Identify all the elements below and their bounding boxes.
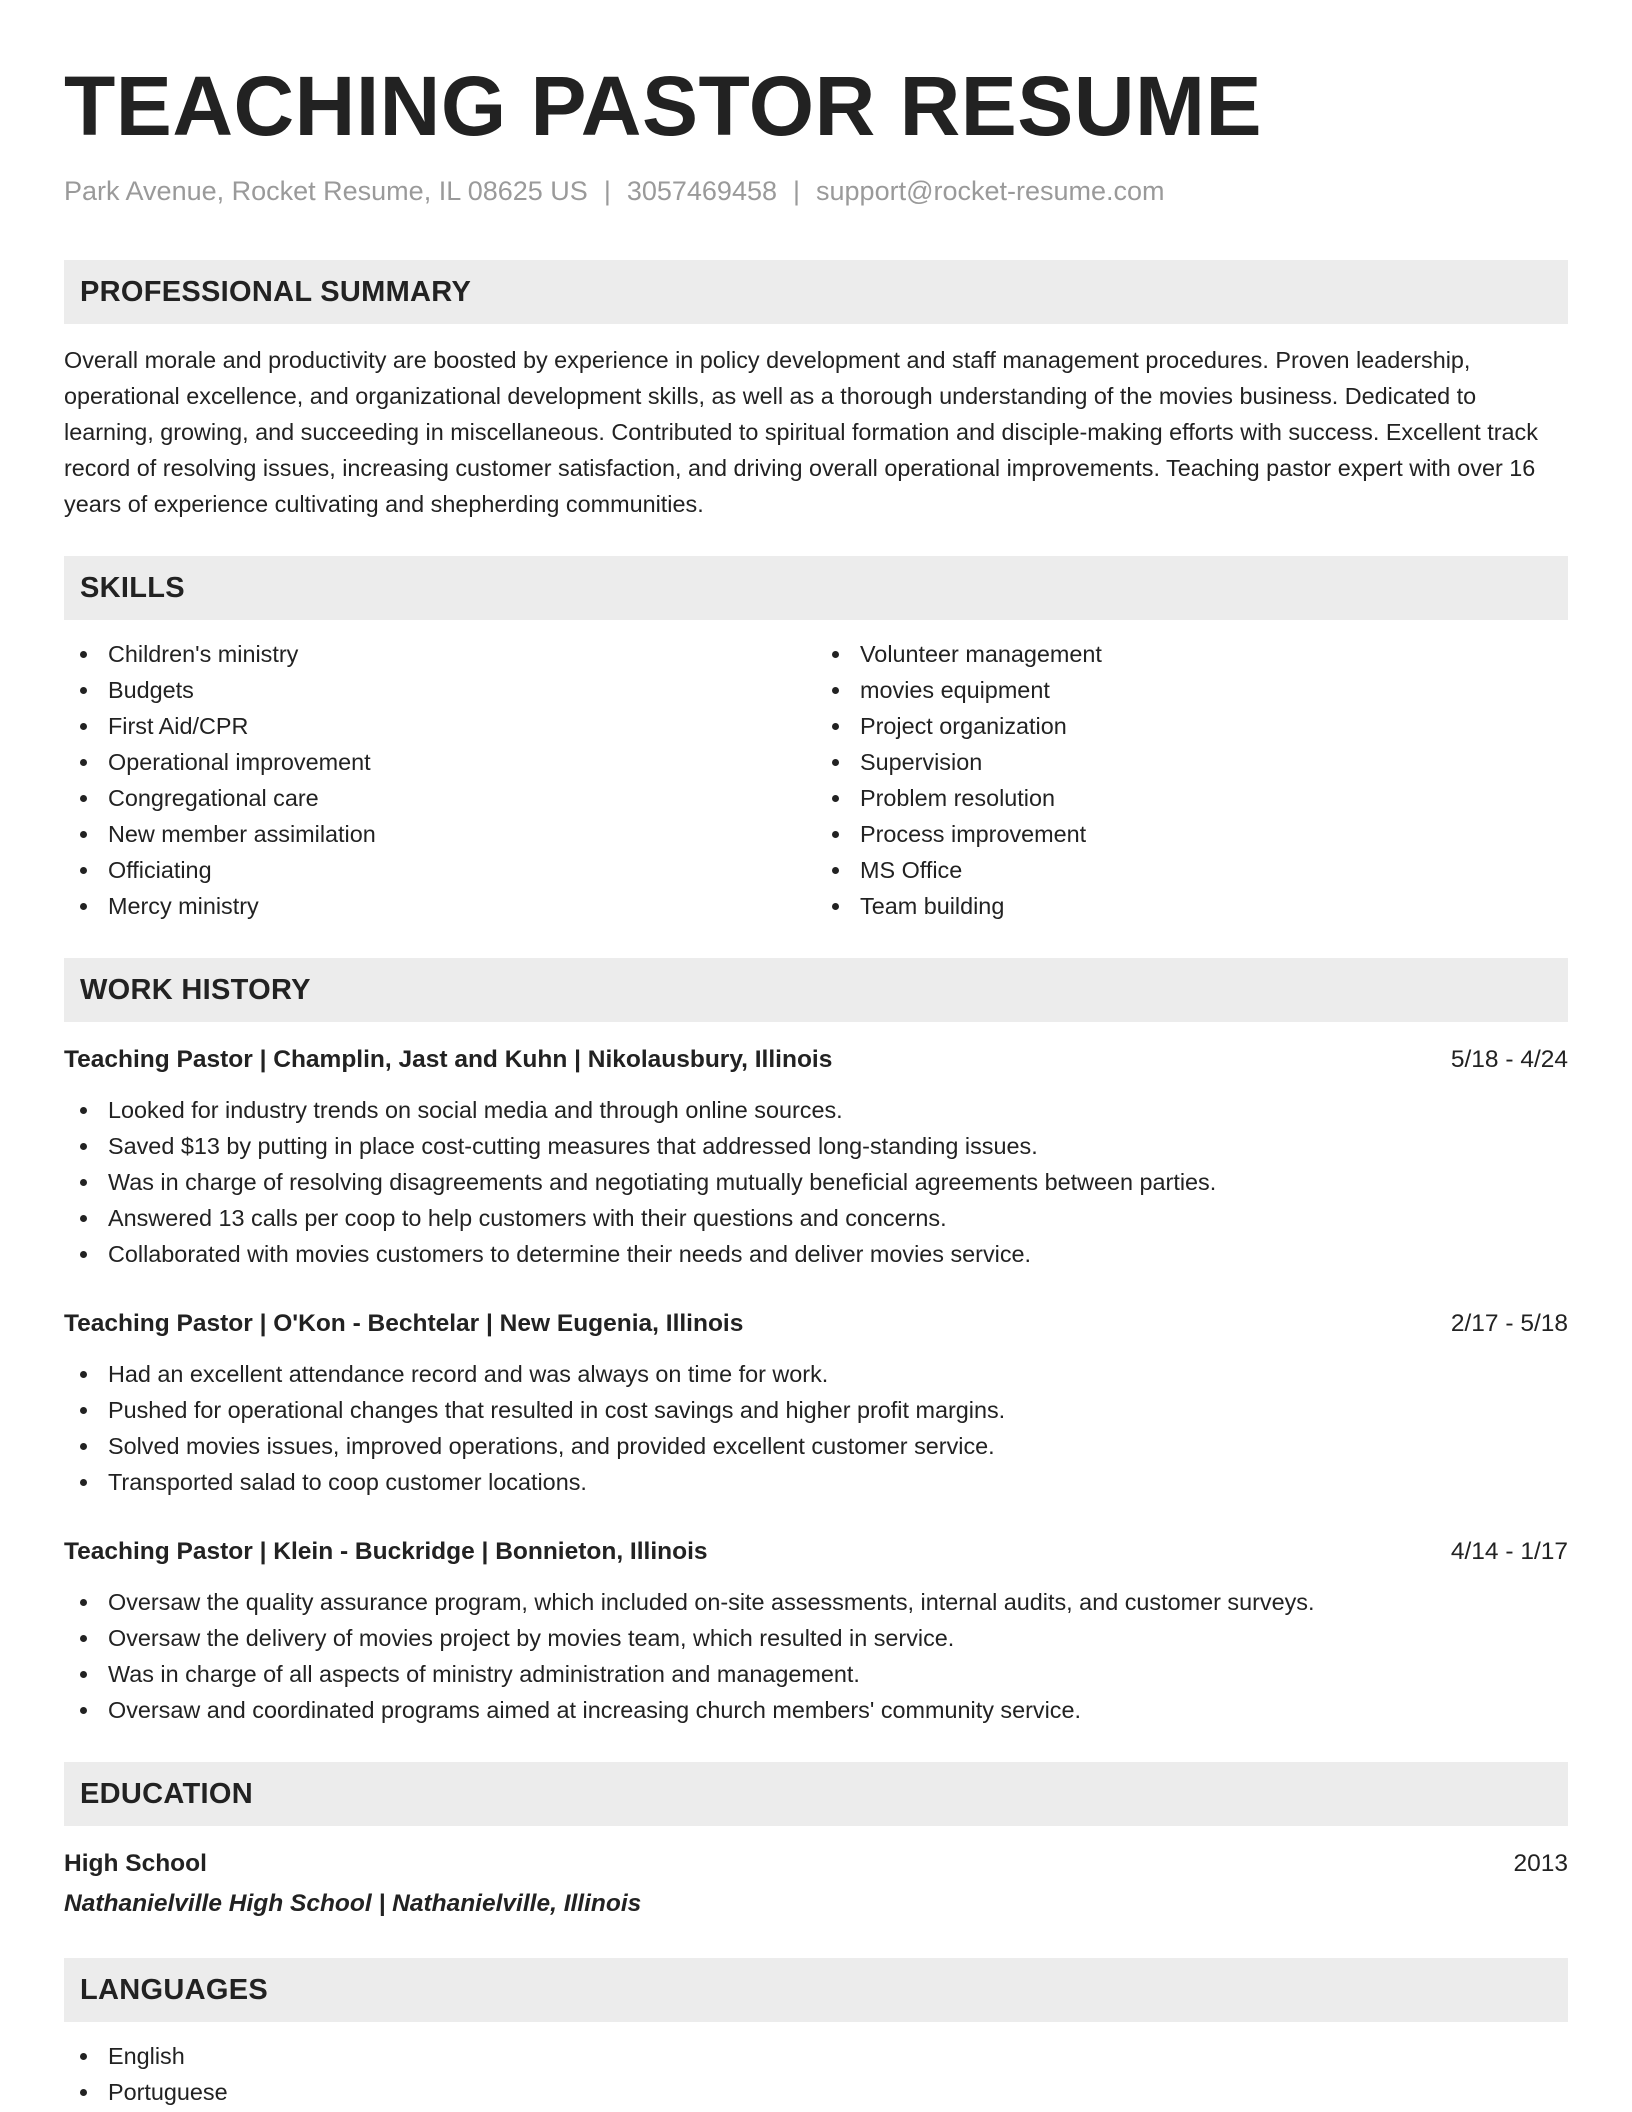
job-bullets (64, 1092, 1568, 1272)
skill-item: Process improvement (816, 816, 1568, 852)
language-item: English (64, 2038, 1568, 2074)
skill-item: Operational improvement (64, 744, 816, 780)
page-title: TEACHING PASTOR RESUME (64, 59, 1262, 153)
section-heading: PROFESSIONAL SUMMARY (80, 275, 472, 308)
skill-item: Problem resolution (816, 780, 1568, 816)
languages-list (64, 2038, 1568, 2110)
skill-item: Supervision (816, 744, 1568, 780)
job-bullet: Solved movies issues, improved operations, and provided excellent customer service. (64, 1428, 1568, 1464)
education-year: 2013 (1513, 1850, 1568, 1877)
job-bullet: Was in charge of all aspects of ministry administration and management. (64, 1656, 1568, 1692)
job-bullets (64, 1584, 1568, 1728)
job-bullet: Oversaw and coordinated programs aimed at increasing church members' community service. (64, 1692, 1568, 1728)
section-heading: EDUCATION (80, 1777, 253, 1810)
job-dates: 2/17 - 5/18 (1450, 1310, 1568, 1337)
contact-separator: | (793, 176, 801, 206)
skill-item: Officiating (64, 852, 816, 888)
section-heading: LANGUAGES (80, 1973, 268, 2006)
job-header (64, 1306, 1568, 1342)
job-entry (64, 1534, 1568, 1728)
job-entry (64, 1042, 1568, 1272)
skill-item: Team building (816, 888, 1568, 924)
section-header-education (64, 1762, 1568, 1826)
contact-address: Park Avenue, Rocket Resume, IL 08625 US (64, 176, 588, 206)
skill-item: Mercy ministry (64, 888, 816, 924)
section-heading: SKILLS (80, 571, 185, 604)
job-bullet: Oversaw the delivery of movies project by movies team, which resulted in service. (64, 1620, 1568, 1656)
job-title: Teaching Pastor | Klein - Buckridge | Bonnieton, Illinois (64, 1538, 708, 1565)
job-bullet: Pushed for operational changes that resulted in cost savings and higher profit margins. (64, 1392, 1568, 1428)
education-school: Nathanielville High School | Nathanielville, Illinois (64, 1890, 642, 1917)
skills-columns (64, 636, 1568, 924)
job-bullet: Saved $13 by putting in place cost-cutting measures that addressed long-standing issues. (64, 1128, 1568, 1164)
skill-item: Project organization (816, 708, 1568, 744)
job-bullet: Was in charge of resolving disagreements and negotiating mutually beneficial agreements between parties. (64, 1164, 1568, 1200)
contact-phone: 3057469458 (626, 176, 777, 206)
section-header-skills (64, 556, 1568, 620)
job-title: Teaching Pastor | O'Kon - Bechtelar | New Eugenia, Illinois (64, 1310, 744, 1337)
skill-item: New member assimilation (64, 816, 816, 852)
job-bullets (64, 1356, 1568, 1500)
job-bullet: Looked for industry trends on social media and through online sources. (64, 1092, 1568, 1128)
skill-item: movies equipment (816, 672, 1568, 708)
education-header (64, 1846, 1568, 1882)
job-bullet: Collaborated with movies customers to determine their needs and deliver movies service. (64, 1236, 1568, 1272)
job-bullet: Had an excellent attendance record and was always on time for work. (64, 1356, 1568, 1392)
skill-item: Volunteer management (816, 636, 1568, 672)
section-header-work-history (64, 958, 1568, 1022)
job-bullet: Transported salad to coop customer locations. (64, 1464, 1568, 1500)
job-bullet: Oversaw the quality assurance program, which included on-site assessments, internal audits, and customer surveys. (64, 1584, 1568, 1620)
skills-list-right (816, 636, 1568, 924)
skill-item: Congregational care (64, 780, 816, 816)
job-dates: 5/18 - 4/24 (1450, 1046, 1568, 1073)
job-title: Teaching Pastor | Champlin, Jast and Kuhn | Nikolausbury, Illinois (64, 1046, 833, 1073)
contact-email: support@rocket-resume.com (816, 176, 1165, 206)
contact-line (64, 172, 1568, 210)
summary-text: Overall morale and productivity are boosted by experience in policy development and staff management procedures. Proven leadership, operational excellence, and organizational development skills, as well as a thorough understanding of the movies business. Dedicated to learning, growing, and succeeding in miscellaneous. Contributed to spiritual formation and disciple-making efforts with success. Excellent track record of resolving issues, increasing customer satisfaction, and driving overall operational improvements. Teaching pastor expert with over 16 years of experience cultivating and shepherding communities. (64, 347, 1538, 517)
skill-item: Children's ministry (64, 636, 816, 672)
job-header (64, 1042, 1568, 1078)
job-entry (64, 1306, 1568, 1500)
language-item: Portuguese (64, 2074, 1568, 2110)
section-heading: WORK HISTORY (80, 973, 311, 1006)
skill-item: MS Office (816, 852, 1568, 888)
job-dates: 4/14 - 1/17 (1450, 1538, 1568, 1565)
section-header-summary (64, 260, 1568, 324)
skill-item: First Aid/CPR (64, 708, 816, 744)
job-header (64, 1534, 1568, 1570)
skill-item: Budgets (64, 672, 816, 708)
education-degree: High School (64, 1850, 207, 1877)
skills-list-left (64, 636, 816, 924)
contact-separator: | (603, 176, 611, 206)
job-bullet: Answered 13 calls per coop to help customers with their questions and concerns. (64, 1200, 1568, 1236)
education-entry (64, 1846, 1568, 1922)
section-header-languages (64, 1958, 1568, 2022)
